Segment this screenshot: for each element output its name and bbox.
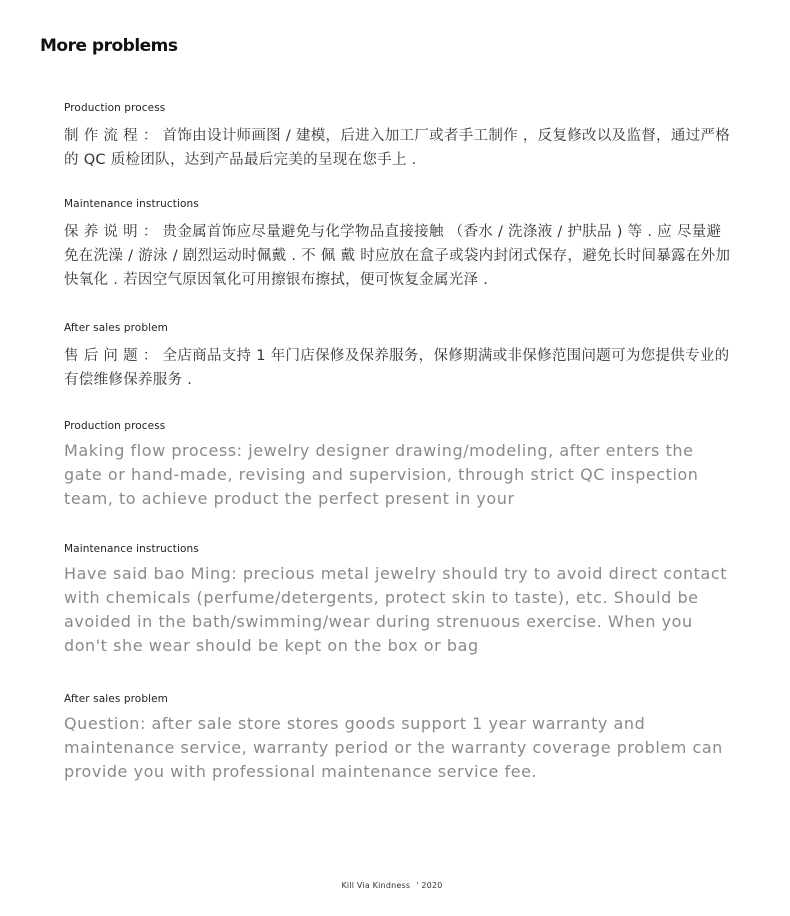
section-body: 保 养 说 明 ： 贵金属首饰应尽量避免与化学物品直接接触 （香水 / 洗涤液 / 护肤品 ) 等 . 应 尽量避免在洗澡 / 游泳 / 剧烈运动时佩戴 . 不 佩 戴 时应放在盒子或袋内封闭式保存，避免长时间暴露在外加快氧化 . 若因空气原因氧化可用擦银布擦拭，便可恢复金属光泽 . — [64, 224, 731, 288]
section-maintenance-instructions-cn — [64, 197, 734, 292]
section-label: Maintenance instructions — [64, 543, 199, 555]
section-production-process-en — [64, 419, 734, 511]
section-label: Production process — [64, 420, 166, 432]
footer — [0, 881, 790, 890]
section-body: Have said bao Ming: precious metal jewelry should try to avoid direct contact with chemicals (perfume/detergents, protect skin to taste), etc. Should be avoided in the bath/swimming/wear during strenuous exercise. When you don't she wear should be kept on the box or bag — [64, 564, 728, 655]
section-label: After sales problem — [64, 693, 168, 705]
footer-year: ' 2020 — [416, 881, 443, 890]
section-after-sales-en — [64, 692, 734, 784]
section-maintenance-instructions-en — [64, 542, 734, 658]
section-after-sales-cn — [64, 321, 734, 392]
section-label: After sales problem — [64, 322, 168, 334]
section-body: Making flow process: jewelry designer drawing/modeling, after enters the gate or hand-made, revising and supervision, through strict QC inspection team, to achieve product the perfect present in your — [64, 441, 699, 508]
section-body: 售 后 问 题 ： 全店商品支持 1 年门店保修及保养服务，保修期满或非保修范围问题可为您提供专业的有偿维修保养服务 . — [64, 348, 730, 388]
page-title: More problems — [40, 36, 178, 56]
section-body: Question: after sale store stores goods support 1 year warranty and maintenance service, warranty period or the warranty coverage problem can provide you with professional maintenance service fee. — [64, 714, 723, 781]
section-body: 制 作 流 程 ： 首饰由设计师画图 / 建模，后进入加工厂或者手工制作 ，反复修改以及监督，通过严格的 QC 质检团队，达到产品最后完美的呈现在您手上 . — [64, 128, 731, 168]
section-label: Maintenance instructions — [64, 198, 199, 210]
section-production-process-cn — [64, 101, 734, 172]
footer-brand: Kill Via Kindness — [341, 881, 411, 890]
section-label: Production process — [64, 102, 166, 114]
